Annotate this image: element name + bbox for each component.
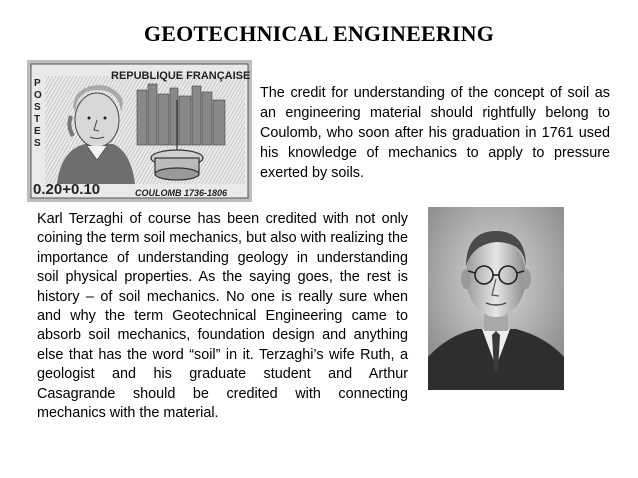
postes-letter: O [34, 90, 42, 101]
postes-letter: T [34, 114, 41, 125]
postes-letter: S [34, 138, 41, 149]
stamp-country-text: REPUBLIQUE FRANÇAISE [111, 70, 251, 82]
stamp-value-text: 0.20+0.10 [33, 181, 101, 198]
postes-letter: P [34, 78, 41, 89]
stamp-caption-text: COULOMB 1736-1806 [135, 188, 228, 198]
slide-title: GEOTECHNICAL ENGINEERING [143, 21, 495, 46]
coulomb-stamp-image [27, 60, 252, 202]
terzaghi-paragraph: Karl Terzaghi of course has been credited with not only coining the term soil mechanics, but also with realizing the importance of understanding geology in understanding soil physical properties. As the saying goes, the rest is history – of soil mechanics. No one is really sure when and why the term Geotechnical Engineering came to absorb soil mechanics, foundation design and anything else that has the word “soil” in it. Terzaghi’s wife Ruth, a geologist and his graduate student and Arthur Casagrande should be credited with connecting mechanics with the material. [37, 211, 408, 422]
postes-letter: E [34, 126, 41, 137]
terzaghi-photo [428, 207, 564, 390]
postes-letter: S [34, 102, 41, 113]
coulomb-paragraph: The credit for understanding of the concept of soil as an engineering material should rightfully belong to Coulomb, who soon after his graduation in 1761 used his knowledge of mechanics to apply to pressure exerted by soils. [260, 85, 610, 181]
